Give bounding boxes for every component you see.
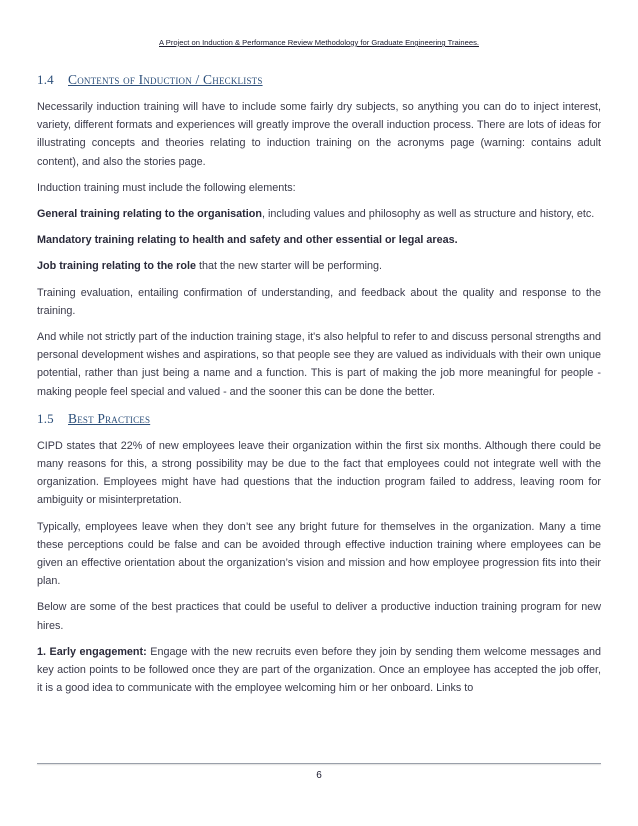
- running-header: A Project on Induction & Performance Review Methodology for Graduate Engineering Trainees.: [159, 38, 479, 47]
- item-text: Engage with the new recruits even before they join by sending them welcome messages and key action points to be followed once they are part of the organization. Once an employee has accepted the job offer, it is a good idea to communicate with the employee welcoming him or her onboard. Links to: [37, 645, 602, 695]
- list-item: [37, 643, 601, 698]
- section-title: Contents of Induction / Checklists: [68, 72, 263, 87]
- page-number: 6: [316, 770, 322, 781]
- paragraph: Below are some of the best practices that could be useful to deliver a productive induction training program for new hires.: [37, 601, 601, 632]
- item-text: , including values and philosophy as well as structure and history, etc.: [261, 208, 595, 221]
- section-heading-1-4: [37, 72, 601, 88]
- paragraph: And while not strictly part of the induction training stage, it's also helpful to refer to and discuss personal strengths and personal development wishes and aspirations, so that people see they are valued as individuals with their own unique potential, rather than just being a name and a function. This is part of making the job more meaningful for people - making people feel special and valued - and the sooner this can be done the better.: [37, 331, 601, 398]
- list-item: [37, 257, 601, 275]
- paragraph: Typically, employees leave when they don’t see any bright future for themselves in the organization. Many a time these perceptions could be false and can be avoided through effective induction training where employees can be given an effective orientation about the organization’s vision and mission and how employee progression fits into their plan.: [37, 520, 601, 588]
- paragraph: Necessarily induction training will have to include some fairly dry subjects, so anything you can do to inject interest, variety, different formats and experiences will greatly improve the overall induction process. There are lots of ideas for illustrating concepts and theories relating to induction training on the acronyms page (warning: contains adult content), and also the stories page.: [37, 101, 601, 168]
- paragraph: Training evaluation, entailing confirmation of understanding, and feedback about the quality and response to the training.: [37, 286, 601, 317]
- item-text: that the new starter will be performing.: [195, 260, 382, 273]
- section-title: Best Practices: [68, 410, 151, 426]
- item-bold-label: Job training relating to the role: [37, 260, 196, 273]
- section-number: 1.5: [37, 410, 54, 426]
- item-bold-label: Mandatory training relating to health and safety and other essential or legal areas.: [37, 234, 458, 247]
- page-content: [37, 72, 601, 697]
- list-item: [37, 231, 601, 249]
- item-bold-label: General training relating to the organisation: [37, 208, 262, 221]
- paragraph: Induction training must include the following elements:: [37, 181, 296, 194]
- section-number: 1.4: [37, 72, 54, 87]
- paragraph: CIPD states that 22% of new employees leave their organization within the first six months. Although there could be many reasons for this, a strong possibility may be due to the fact that employees could not integrate well with the organization. Employees might have had questions that the induction program failed to address, leaving room for ambiguity or misinterpretation.: [37, 439, 601, 507]
- item-bold-label: 1. Early engagement:: [37, 645, 147, 658]
- section-heading-1-5: [37, 411, 601, 427]
- list-item: [37, 205, 601, 223]
- footer-divider: [37, 763, 601, 764]
